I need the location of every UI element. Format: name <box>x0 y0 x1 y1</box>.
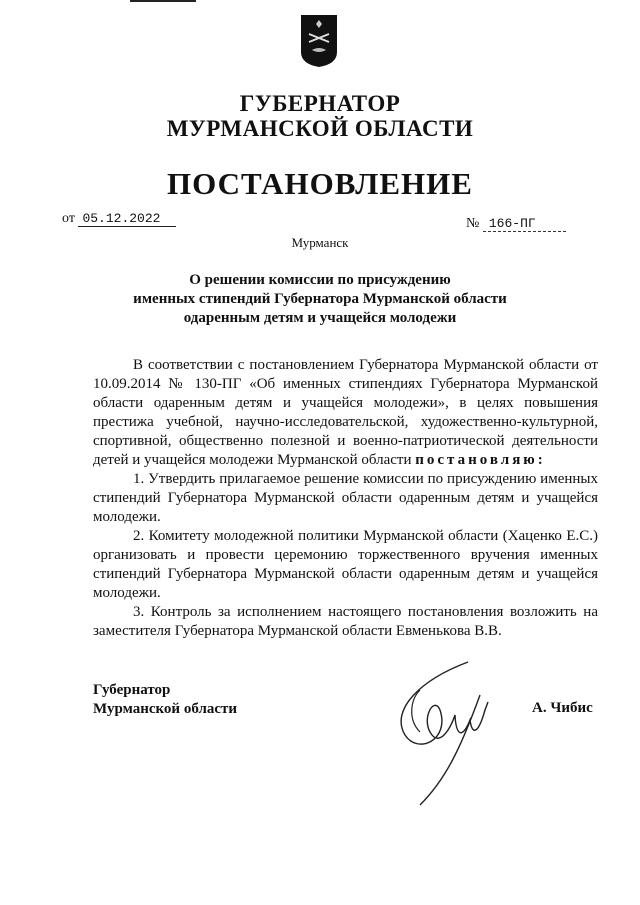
number-value: 166-ПГ <box>483 216 566 232</box>
document-body <box>93 356 598 641</box>
number-field <box>466 216 566 232</box>
date-prefix: от <box>62 211 75 226</box>
date-field <box>62 211 176 227</box>
region-title: МУРМАНСКОЙ ОБЛАСТИ <box>166 116 474 141</box>
item-2: 2. Комитету молодежной политики Мурманской области (Хаценко Е.С.) организовать и провести церемонию торжественного вручения именных стипендий Губернатора Мурманской области одаренным детям и учащейся молодежи. <box>93 528 598 601</box>
subject-line: одаренным детям и учащейся молодежи <box>183 310 457 326</box>
intro-paragraph <box>93 356 598 470</box>
subject-line: именных стипендий Губернатора Мурманской области <box>133 291 507 307</box>
city: Мурманск <box>291 235 349 250</box>
number-prefix: № <box>466 216 480 231</box>
signatory-position <box>93 681 237 719</box>
document-subject <box>0 271 640 328</box>
intro-text: В соответствии с постановлением Губернатора Мурманской области от 10.09.2014 № 130-ПГ «Об именных стипендиях Губернатора Мурманской области одаренным детям и учащейся молодежи», в целях повышения престижа учебной, научно-исследовательской, художественно-культурной, спортивной, общественно полезной и военно-патриотической деятельности детей и учащейся молодежи Мурманской области <box>93 357 598 468</box>
item-3: 3. Контроль за исполнением настоящего постановления возложить на заместителя Губернатора Мурманской области Евменькова В.В. <box>93 604 598 639</box>
subject-line: О решении комиссии по присуждению <box>189 272 451 288</box>
decree-word: постановляю: <box>415 452 546 468</box>
position-line: Губернатор <box>93 682 171 698</box>
coat-of-arms-icon <box>300 14 338 68</box>
handwritten-signature <box>360 640 520 820</box>
item-1: 1. Утвердить прилагаемое решение комиссии по присуждению именных стипендий Губернатора Мурманской области одаренным детям и учащейся молодежи. <box>93 471 598 525</box>
governor-title: ГУБЕРНАТОР <box>239 91 401 116</box>
date-value: 05.12.2022 <box>78 211 176 227</box>
signatory-name: А. Чибис <box>532 700 593 716</box>
header-rule <box>130 0 196 2</box>
document-type: ПОСТАНОВЛЕНИЕ <box>167 166 473 201</box>
position-line: Мурманской области <box>93 701 238 717</box>
